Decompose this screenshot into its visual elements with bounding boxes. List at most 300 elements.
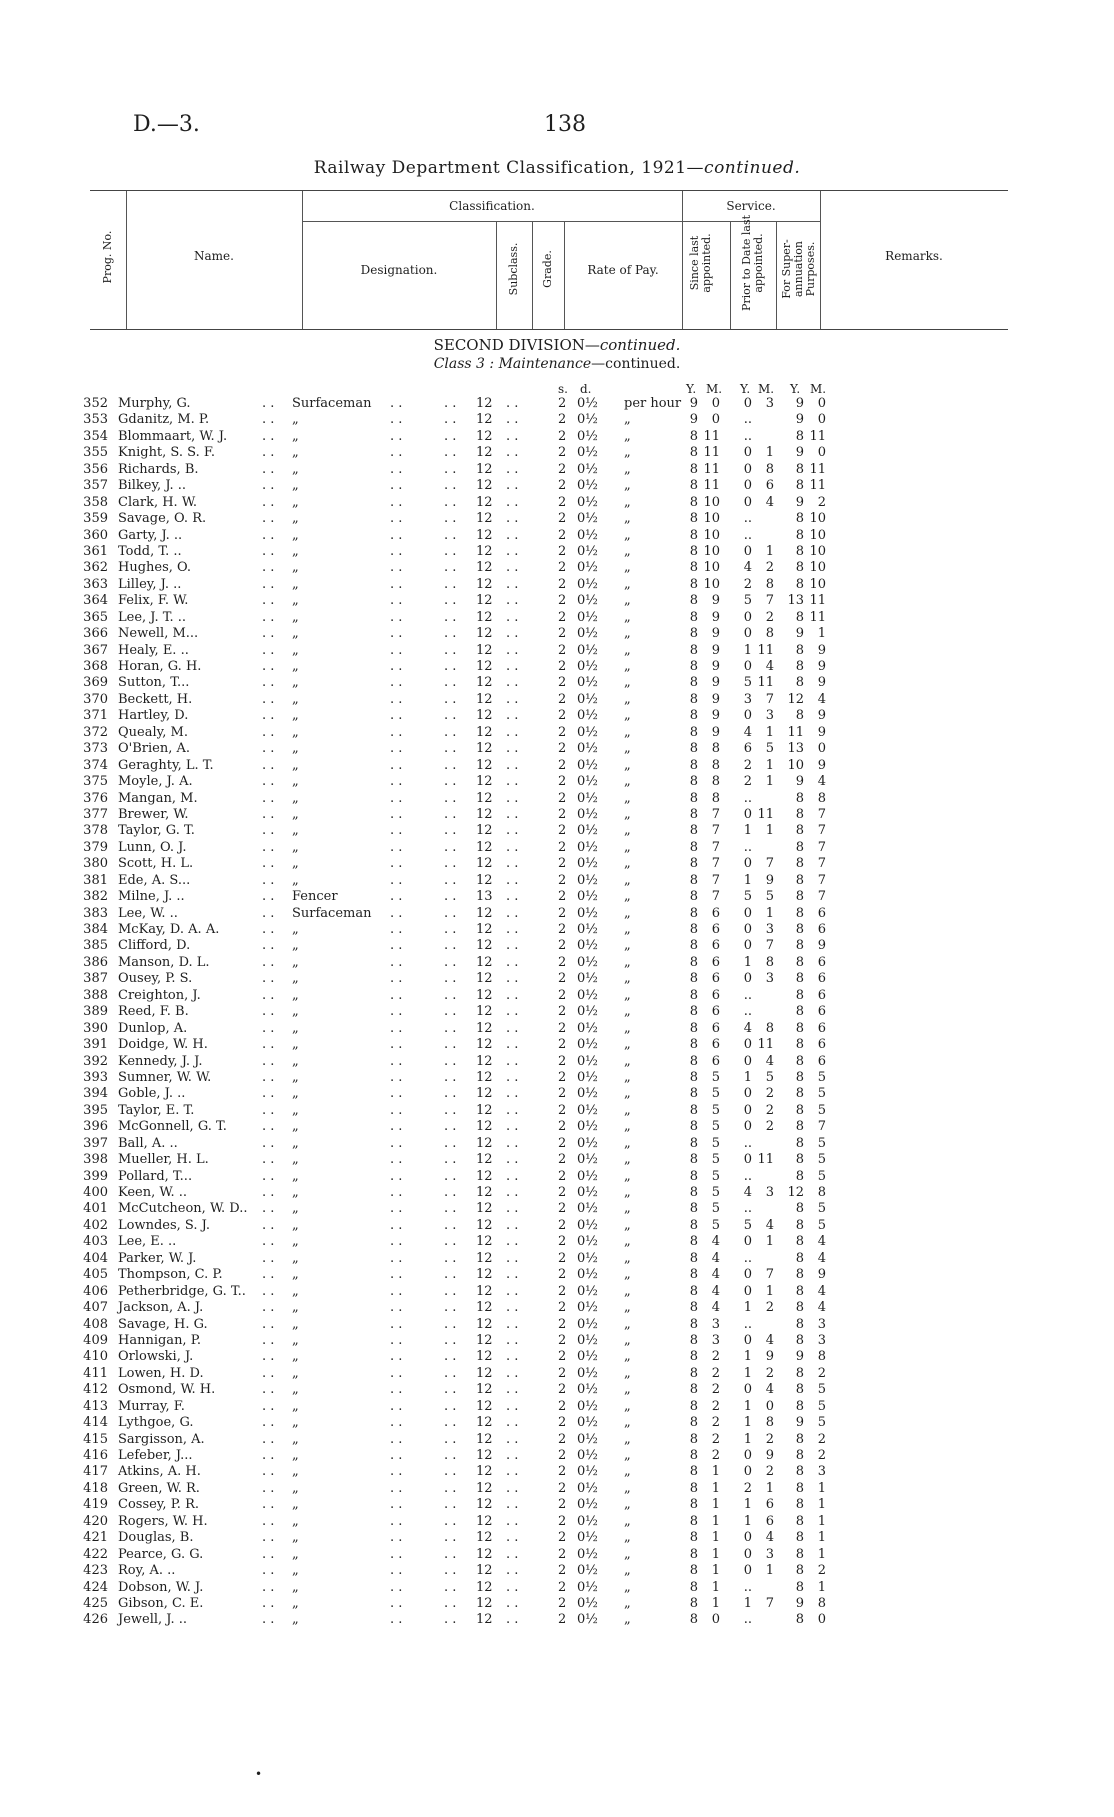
rate-per-cell: „ [624, 1217, 631, 1233]
leader-dots: . . [390, 1464, 403, 1480]
leader-dots: . . [390, 412, 403, 428]
name-cell: Gibson, C. E. [118, 1595, 204, 1611]
leader-dots: . . [506, 1234, 519, 1250]
since-last-months-cell: 9 [711, 609, 720, 625]
since-last-years-cell: 8 [689, 445, 698, 461]
prog-no-cell: 413 [83, 1398, 108, 1414]
rate-per-cell: „ [624, 1563, 631, 1579]
leader-dots: . . [506, 1201, 519, 1217]
prior-years-cell: 1 [743, 872, 752, 888]
super-years-cell: 8 [795, 1448, 804, 1463]
since-last-months-cell: 4 [711, 1267, 720, 1283]
designation-cell: Surfaceman [292, 396, 372, 411]
rate-per-cell: „ [624, 428, 631, 444]
prior-years-cell: .. [743, 1250, 752, 1266]
prior-months-cell: 11 [757, 642, 774, 658]
leader-dots: . . [506, 1250, 519, 1266]
leader-dots: . . [262, 494, 275, 510]
rate-pence-cell: 0½ [577, 626, 598, 642]
designation-cell: „ [292, 1332, 299, 1348]
since-last-months-cell: 4 [711, 1283, 720, 1299]
rate-per-cell: „ [624, 724, 631, 740]
designation-cell: „ [292, 1497, 299, 1513]
division-italic: continued. [599, 336, 681, 354]
name-cell: Dunlop, A. [118, 1020, 188, 1036]
prior-years-cell: 0 [743, 1563, 752, 1579]
table-row [0, 725, 1114, 741]
rate-pence-cell: 0½ [577, 478, 598, 494]
super-months-cell: 5 [817, 1382, 826, 1398]
subclass-cell: 12 [476, 1546, 493, 1562]
since-last-years-cell: 8 [689, 1069, 698, 1085]
leader-dots: . . [390, 1415, 403, 1431]
subclass-cell: 12 [476, 1431, 493, 1447]
leader-dots: . . [444, 1102, 457, 1118]
designation-cell: „ [292, 1448, 299, 1463]
designation-cell: „ [292, 1546, 299, 1562]
super-years-cell: 8 [795, 1332, 804, 1348]
leader-dots: . . [506, 511, 519, 527]
leader-dots: . . [506, 1217, 519, 1233]
prior-months-cell: 4 [765, 1217, 774, 1233]
leader-dots: . . [262, 1119, 275, 1135]
designation-cell: „ [292, 527, 299, 543]
name-cell: Felix, F. W. [118, 593, 189, 609]
rate-pence-cell: 0½ [577, 1004, 598, 1020]
name-cell: Lilley, J. .. [118, 576, 182, 592]
prog-no-cell: 367 [83, 642, 108, 658]
super-months-cell: 1 [817, 1546, 826, 1562]
leader-dots: . . [262, 1464, 275, 1480]
name-cell: Kennedy, J. J. [118, 1053, 203, 1069]
rate-shillings-cell: 2 [558, 757, 567, 773]
rate-pence-cell: 0½ [577, 839, 598, 855]
leader-dots: . . [262, 626, 275, 642]
super-years-cell: 9 [795, 1415, 804, 1431]
super-years-cell: 8 [795, 543, 804, 559]
header-prior-to-date: Prior to Date last appointed. [740, 214, 765, 312]
rate-pence-cell: 0½ [577, 1398, 598, 1414]
leader-dots: . . [506, 576, 519, 592]
rate-shillings-cell: 2 [558, 1579, 567, 1595]
name-cell: McGonnell, G. T. [118, 1119, 227, 1135]
unit-years-1: Y. [686, 382, 697, 396]
super-years-cell: 8 [795, 1464, 804, 1480]
super-months-cell: 4 [817, 1250, 826, 1266]
designation-cell: „ [292, 1267, 299, 1283]
leader-dots: . . [262, 675, 275, 691]
rate-per-cell: „ [624, 774, 631, 790]
since-last-years-cell: 8 [689, 543, 698, 559]
prior-months-cell: 11 [757, 806, 774, 822]
name-cell: Murphy, G. [118, 396, 191, 411]
leader-dots: . . [444, 1595, 457, 1611]
super-months-cell: 10 [809, 527, 826, 543]
prog-no-cell: 375 [83, 774, 108, 790]
rate-shillings-cell: 2 [558, 1135, 567, 1151]
leader-dots: . . [444, 1119, 457, 1135]
leader-dots: . . [506, 1431, 519, 1447]
leader-dots: . . [506, 741, 519, 757]
rate-pence-cell: 0½ [577, 1119, 598, 1135]
subclass-cell: 12 [476, 905, 493, 921]
super-months-cell: 1 [817, 626, 826, 642]
name-cell: Taylor, G. T. [118, 823, 195, 839]
designation-cell: Fencer [292, 889, 338, 905]
leader-dots: . . [444, 757, 457, 773]
designation-cell: „ [292, 659, 299, 674]
rate-pence-cell: 0½ [577, 987, 598, 1003]
since-last-years-cell: 8 [689, 708, 698, 724]
super-months-cell: 0 [817, 396, 826, 411]
designation-cell: „ [292, 642, 299, 658]
table-row [0, 412, 1114, 428]
since-last-years-cell: 8 [689, 823, 698, 839]
leader-dots: . . [262, 1349, 275, 1365]
leader-dots: . . [390, 691, 403, 707]
prog-no-cell: 418 [83, 1480, 108, 1496]
leader-dots: . . [262, 806, 275, 822]
leader-dots: . . [390, 1332, 403, 1348]
prog-no-cell: 398 [83, 1152, 108, 1168]
leader-dots: . . [444, 741, 457, 757]
since-last-months-cell: 5 [711, 1119, 720, 1135]
leader-dots: . . [506, 1086, 519, 1102]
prior-months-cell: 1 [765, 1563, 774, 1579]
leader-dots: . . [390, 560, 403, 576]
subclass-cell: 12 [476, 1316, 493, 1332]
table-header [90, 190, 1008, 330]
leader-dots: . . [444, 1497, 457, 1513]
since-last-months-cell: 9 [711, 626, 720, 642]
designation-cell: „ [292, 675, 299, 691]
since-last-years-cell: 8 [689, 1563, 698, 1579]
since-last-months-cell: 4 [711, 1250, 720, 1266]
rate-per-cell: „ [624, 1316, 631, 1332]
leader-dots: . . [444, 1316, 457, 1332]
leader-dots: . . [262, 1020, 275, 1036]
leader-dots: . . [444, 675, 457, 691]
super-months-cell: 6 [817, 971, 826, 987]
rate-shillings-cell: 2 [558, 1102, 567, 1118]
table-row [0, 1596, 1114, 1612]
leader-dots: . . [390, 642, 403, 658]
table-row [0, 1284, 1114, 1300]
name-cell: Blommaart, W. J. [118, 428, 228, 444]
rate-per-cell: „ [624, 938, 631, 954]
super-months-cell: 0 [817, 412, 826, 428]
leader-dots: . . [444, 659, 457, 674]
since-last-months-cell: 6 [711, 971, 720, 987]
super-months-cell: 0 [817, 741, 826, 757]
table-row [0, 1612, 1114, 1628]
name-cell: Moyle, J. A. [118, 774, 193, 790]
rate-per-cell: „ [624, 1579, 631, 1595]
leader-dots: . . [390, 1020, 403, 1036]
prior-months-cell: 2 [765, 1365, 774, 1381]
leader-dots: . . [262, 461, 275, 477]
prior-years-cell: 6 [743, 741, 752, 757]
super-years-cell: 8 [795, 1513, 804, 1529]
table-row [0, 1497, 1114, 1513]
prog-no-cell: 353 [83, 412, 108, 428]
super-months-cell: 10 [809, 560, 826, 576]
unit-shillings: s. [558, 382, 568, 396]
leader-dots: . . [444, 412, 457, 428]
prior-years-cell: 2 [743, 757, 752, 773]
rate-per-cell: „ [624, 1546, 631, 1562]
prior-months-cell: 6 [765, 478, 774, 494]
header-grade: Grade. [541, 250, 554, 288]
prior-months-cell: 1 [765, 1234, 774, 1250]
table-row [0, 1234, 1114, 1250]
prog-no-cell: 424 [83, 1579, 108, 1595]
rate-shillings-cell: 2 [558, 1431, 567, 1447]
rate-per-cell: „ [624, 856, 631, 872]
leader-dots: . . [506, 1563, 519, 1579]
leader-dots: . . [390, 1168, 403, 1184]
since-last-months-cell: 6 [711, 1053, 720, 1069]
leader-dots: . . [506, 724, 519, 740]
leader-dots: . . [444, 576, 457, 592]
table-row [0, 1530, 1114, 1546]
rate-shillings-cell: 2 [558, 1398, 567, 1414]
super-years-cell: 8 [795, 1267, 804, 1283]
rate-per-cell: „ [624, 1530, 631, 1546]
leader-dots: . . [444, 1480, 457, 1496]
since-last-months-cell: 9 [711, 593, 720, 609]
rate-per-cell: „ [624, 1037, 631, 1053]
rate-pence-cell: 0½ [577, 872, 598, 888]
rate-shillings-cell: 2 [558, 823, 567, 839]
rate-pence-cell: 0½ [577, 823, 598, 839]
leader-dots: . . [444, 1037, 457, 1053]
name-cell: Jewell, J. .. [118, 1612, 188, 1628]
designation-cell: „ [292, 790, 299, 806]
since-last-months-cell: 4 [711, 1300, 720, 1316]
leader-dots: . . [506, 1612, 519, 1628]
table-row [0, 1547, 1114, 1563]
rate-pence-cell: 0½ [577, 1464, 598, 1480]
rate-pence-cell: 0½ [577, 461, 598, 477]
super-months-cell: 8 [817, 1595, 826, 1611]
name-cell: Clark, H. W. [118, 494, 198, 510]
super-months-cell: 6 [817, 905, 826, 921]
subclass-cell: 12 [476, 839, 493, 855]
subclass-cell: 12 [476, 1250, 493, 1266]
prog-no-cell: 395 [83, 1102, 108, 1118]
prior-years-cell: 5 [743, 889, 752, 905]
prior-years-cell: .. [743, 1135, 752, 1151]
since-last-months-cell: 9 [711, 659, 720, 674]
super-months-cell: 3 [817, 1464, 826, 1480]
name-cell: Lunn, O. J. [118, 839, 187, 855]
super-years-cell: 8 [795, 856, 804, 872]
name-cell: Mangan, M. [118, 790, 198, 806]
leader-dots: . . [444, 922, 457, 937]
rate-pence-cell: 0½ [577, 560, 598, 576]
rate-shillings-cell: 2 [558, 1448, 567, 1463]
since-last-months-cell: 8 [711, 741, 720, 757]
rate-shillings-cell: 2 [558, 461, 567, 477]
subclass-cell: 12 [476, 757, 493, 773]
leader-dots: . . [390, 724, 403, 740]
since-last-years-cell: 8 [689, 1004, 698, 1020]
subclass-cell: 12 [476, 1185, 493, 1200]
rate-per-cell: „ [624, 1185, 631, 1200]
since-last-months-cell: 8 [711, 757, 720, 773]
prog-no-cell: 358 [83, 494, 108, 510]
subclass-cell: 12 [476, 708, 493, 724]
prog-no-cell: 354 [83, 428, 108, 444]
prior-months-cell: 4 [765, 1332, 774, 1348]
leader-dots: . . [390, 543, 403, 559]
designation-cell: „ [292, 872, 299, 888]
leader-dots: . . [506, 806, 519, 822]
leader-dots: . . [390, 1152, 403, 1168]
rate-per-cell: „ [624, 461, 631, 477]
leader-dots: . . [390, 428, 403, 444]
super-years-cell: 8 [795, 1365, 804, 1381]
rate-shillings-cell: 2 [558, 1234, 567, 1250]
since-last-months-cell: 6 [711, 1037, 720, 1053]
since-last-years-cell: 8 [689, 938, 698, 954]
super-years-cell: 8 [795, 1234, 804, 1250]
prior-years-cell: 2 [743, 576, 752, 592]
since-last-months-cell: 8 [711, 774, 720, 790]
designation-cell: „ [292, 1185, 299, 1200]
name-cell: Taylor, E. T. [118, 1102, 195, 1118]
since-last-years-cell: 8 [689, 1053, 698, 1069]
leader-dots: . . [444, 954, 457, 970]
name-cell: Thompson, C. P. [118, 1267, 223, 1283]
leader-dots: . . [506, 708, 519, 724]
super-months-cell: 5 [817, 1086, 826, 1102]
prior-months-cell: 4 [765, 494, 774, 510]
leader-dots: . . [262, 1398, 275, 1414]
leader-dots: . . [262, 1250, 275, 1266]
super-years-cell: 8 [795, 675, 804, 691]
table-row [0, 643, 1114, 659]
prog-no-cell: 372 [83, 724, 108, 740]
leader-dots: . . [262, 1283, 275, 1299]
leader-dots: . . [506, 691, 519, 707]
prior-months-cell: 7 [765, 691, 774, 707]
since-last-years-cell: 8 [689, 1119, 698, 1135]
table-row [0, 1169, 1114, 1185]
prior-months-cell: 6 [765, 1513, 774, 1529]
leader-dots: . . [506, 823, 519, 839]
super-months-cell: 9 [817, 659, 826, 674]
since-last-years-cell: 8 [689, 1464, 698, 1480]
leader-dots: . . [444, 1069, 457, 1085]
leader-dots: . . [444, 1513, 457, 1529]
name-cell: Sutton, T... [118, 675, 190, 691]
leader-dots: . . [390, 987, 403, 1003]
prior-years-cell: 1 [743, 1431, 752, 1447]
since-last-years-cell: 8 [689, 1497, 698, 1513]
prior-years-cell: 0 [743, 1332, 752, 1348]
super-months-cell: 9 [817, 724, 826, 740]
prog-no-cell: 376 [83, 790, 108, 806]
leader-dots: . . [444, 1530, 457, 1546]
since-last-months-cell: 10 [703, 543, 720, 559]
designation-cell: „ [292, 823, 299, 839]
since-last-months-cell: 1 [711, 1464, 720, 1480]
super-months-cell: 9 [817, 675, 826, 691]
leader-dots: . . [262, 1004, 275, 1020]
since-last-months-cell: 11 [703, 428, 720, 444]
rate-per-cell: „ [624, 823, 631, 839]
rate-shillings-cell: 2 [558, 543, 567, 559]
name-cell: Parker, W. J. [118, 1250, 197, 1266]
rate-per-cell: „ [624, 1267, 631, 1283]
class-cont: —continued. [591, 356, 681, 372]
designation-cell: „ [292, 428, 299, 444]
rate-shillings-cell: 2 [558, 1004, 567, 1020]
leader-dots: . . [390, 396, 403, 411]
leader-dots: . . [390, 1595, 403, 1611]
prog-no-cell: 411 [83, 1365, 108, 1381]
super-months-cell: 7 [817, 872, 826, 888]
rate-pence-cell: 0½ [577, 527, 598, 543]
leader-dots: . . [506, 1595, 519, 1611]
prior-years-cell: 0 [743, 971, 752, 987]
since-last-months-cell: 0 [711, 1612, 720, 1628]
prior-years-cell: .. [743, 527, 752, 543]
leader-dots: . . [262, 1332, 275, 1348]
leader-dots: . . [506, 1168, 519, 1184]
rate-shillings-cell: 2 [558, 1530, 567, 1546]
leader-dots: . . [390, 1497, 403, 1513]
table-row [0, 528, 1114, 544]
subclass-cell: 12 [476, 1168, 493, 1184]
rate-shillings-cell: 2 [558, 954, 567, 970]
leader-dots: . . [506, 889, 519, 905]
since-last-months-cell: 1 [711, 1480, 720, 1496]
name-cell: Petherbridge, G. T.. [118, 1283, 246, 1299]
since-last-years-cell: 9 [689, 396, 698, 411]
prior-months-cell: 3 [765, 922, 774, 937]
subclass-cell: 12 [476, 1415, 493, 1431]
leader-dots: . . [444, 1201, 457, 1217]
super-years-cell: 8 [795, 1168, 804, 1184]
leader-dots: . . [390, 511, 403, 527]
prior-years-cell: 0 [743, 1119, 752, 1135]
super-years-cell: 8 [795, 1316, 804, 1332]
prior-months-cell: 8 [765, 1020, 774, 1036]
rate-pence-cell: 0½ [577, 412, 598, 428]
super-years-cell: 8 [795, 1431, 804, 1447]
since-last-years-cell: 8 [689, 1415, 698, 1431]
prog-no-cell: 366 [83, 626, 108, 642]
leader-dots: . . [262, 1217, 275, 1233]
prior-months-cell: 9 [765, 1349, 774, 1365]
prior-years-cell: 0 [743, 708, 752, 724]
prog-no-cell: 388 [83, 987, 108, 1003]
leader-dots: . . [506, 560, 519, 576]
prior-years-cell: 0 [743, 1382, 752, 1398]
leader-dots: . . [262, 1316, 275, 1332]
leader-dots: . . [262, 1563, 275, 1579]
leader-dots: . . [262, 1480, 275, 1496]
super-years-cell: 9 [795, 774, 804, 790]
leader-dots: . . [390, 1398, 403, 1414]
leader-dots: . . [390, 461, 403, 477]
leader-dots: . . [390, 1579, 403, 1595]
rate-per-cell: „ [624, 445, 631, 461]
since-last-years-cell: 8 [689, 1086, 698, 1102]
